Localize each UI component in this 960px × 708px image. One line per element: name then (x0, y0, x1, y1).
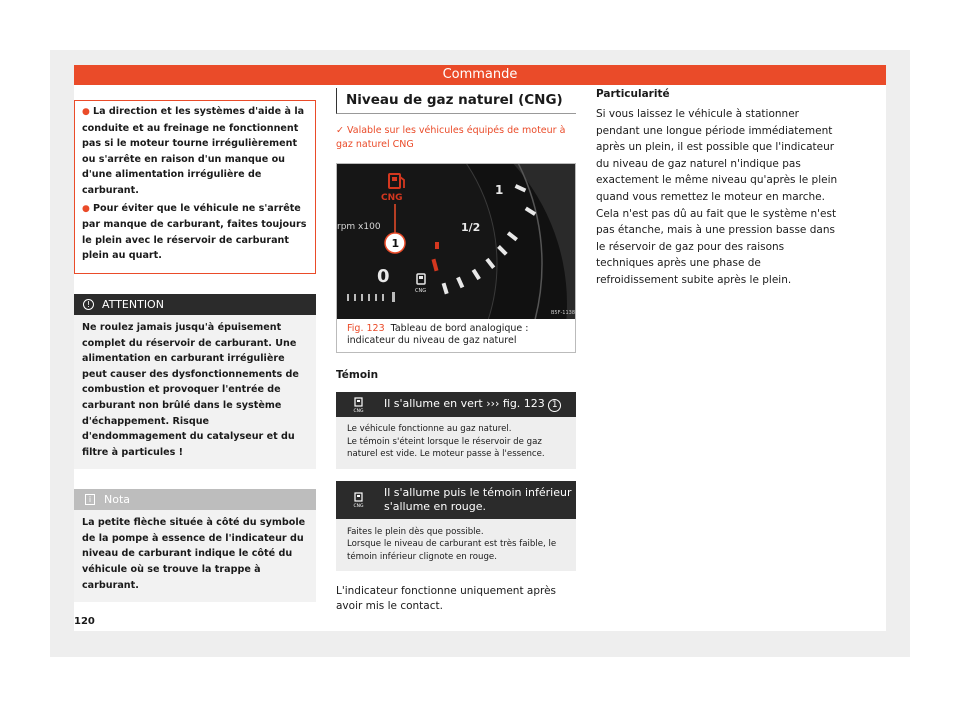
gauge-label-rpm: rpm x100 (337, 222, 381, 232)
indicator-row (336, 481, 576, 572)
indicator-title: Il s'allume en vert ››› fig. 123 1 (384, 397, 561, 412)
figure-caption: Fig. 123 Tableau de bord analogique : indicateur du niveau de gaz naturel (347, 323, 529, 346)
indicator-description: Faites le plein dès que possible. Lorsque le niveau de carburant est très faible, le témoin inférieur clignote en rouge. (336, 519, 576, 572)
figure-number: Fig. 123 (347, 323, 385, 334)
particularite-title: Particularité (596, 88, 670, 100)
note-title: Nota (104, 493, 131, 507)
cng-pump-icon-white (415, 274, 426, 294)
indicator-header (336, 481, 576, 519)
callout-ref: 1 (548, 399, 561, 412)
warning-box (74, 100, 316, 274)
attention-box (74, 294, 316, 469)
warning-item: ● La direction et les systèmes d'aide à la conduite et au freinage ne fonctionnent pas si le moteur tourne irrégulièrement ou s'arrête en raison d'un manque ou d'une alimentation irrégulière de carburant. (82, 106, 305, 196)
gauge-label-half: 1/2 (461, 221, 481, 234)
svg-text:CNG: CNG (381, 193, 403, 203)
applies-to: ✓ Valable sur les véhicules équipés de moteur à gaz naturel CNG (336, 125, 566, 150)
indicator-note: L'indicateur fonctionne uniquement après avoir mis le contact. (336, 585, 557, 612)
page-header: Commande (74, 65, 886, 85)
indicator-description: Le véhicule fonctionne au gaz naturel. Le témoin s'éteint lorsque le réservoir de gaz naturel est vide. Le moteur passe à l'essence. (336, 417, 576, 469)
info-icon: i (85, 494, 95, 505)
bullet-icon: ● (82, 203, 93, 214)
page-background (50, 50, 910, 657)
cng-icon (336, 492, 384, 508)
svg-text:1: 1 (391, 237, 400, 250)
svg-text:CNG: CNG (353, 408, 364, 413)
indicator-row (336, 392, 576, 469)
svg-text:CNG: CNG (415, 288, 427, 294)
attention-text: Ne roulez jamais jusqu'à épuisement complet du réservoir de carburant. Une alimentation en carburant irrégulière peut causer des dysfonctionnements de combustion et provoquer l'entrée de carburant non brûlé dans le système d'échappement. Risque d'endommagement du catalyseur et du filtre à particules ! (82, 321, 299, 458)
attention-title: ATTENTION (102, 297, 164, 311)
indicator-header (336, 392, 576, 417)
cng-icon (336, 397, 384, 413)
image-code: B5F-1138 (551, 310, 575, 316)
right-column (596, 88, 841, 289)
indicator-title: Il s'allume puis le témoin inférieur s'allume en rouge. (384, 485, 572, 513)
checkmark-icon: ✓ (336, 125, 347, 136)
svg-text:CNG: CNG (353, 503, 364, 508)
manual-page (74, 65, 886, 631)
exclamation-circle-icon: ! (83, 299, 94, 310)
note-box (74, 489, 316, 602)
figure-123 (336, 163, 576, 353)
bullet-icon: ● (82, 107, 93, 117)
note-text: La petite flèche située à côté du symbole de la pompe à essence de l'indicateur du niveau de carburant indique le côté du véhicule où se trouve la trappe à carburant. (82, 517, 306, 591)
attention-header (74, 294, 316, 315)
warning-item: ● Pour éviter que le véhicule ne s'arrête par manque de carburant, faites toujours le plein avec le réservoir de carburant plein au quart. (82, 202, 307, 262)
note-header (74, 489, 316, 510)
section-title: Niveau de gaz naturel (CNG) (336, 88, 576, 114)
gauge-label-one: 1 (495, 183, 504, 197)
page-number: 120 (74, 616, 95, 627)
gauge-label-zero: 0 (377, 266, 390, 287)
middle-column (336, 88, 576, 614)
particularite-text: Si vous laissez le véhicule à stationner pendant une longue période immédiatement après un plein, il est possible que l'indicateur du niveau de gaz naturel n'indique pas exactement le même niveau qu'après le plein quand vous remettez le moteur en marche. Cela n'est pas dû au fait que le système n'est pas étanche, mais à une pression basse dans le réservoir de gaz pour des raisons techniques après une phase de refroidissement subite après le plein. (596, 108, 838, 286)
temoin-heading: Témoin (336, 369, 379, 381)
left-column (74, 100, 316, 602)
gauge-illustration (337, 164, 575, 319)
